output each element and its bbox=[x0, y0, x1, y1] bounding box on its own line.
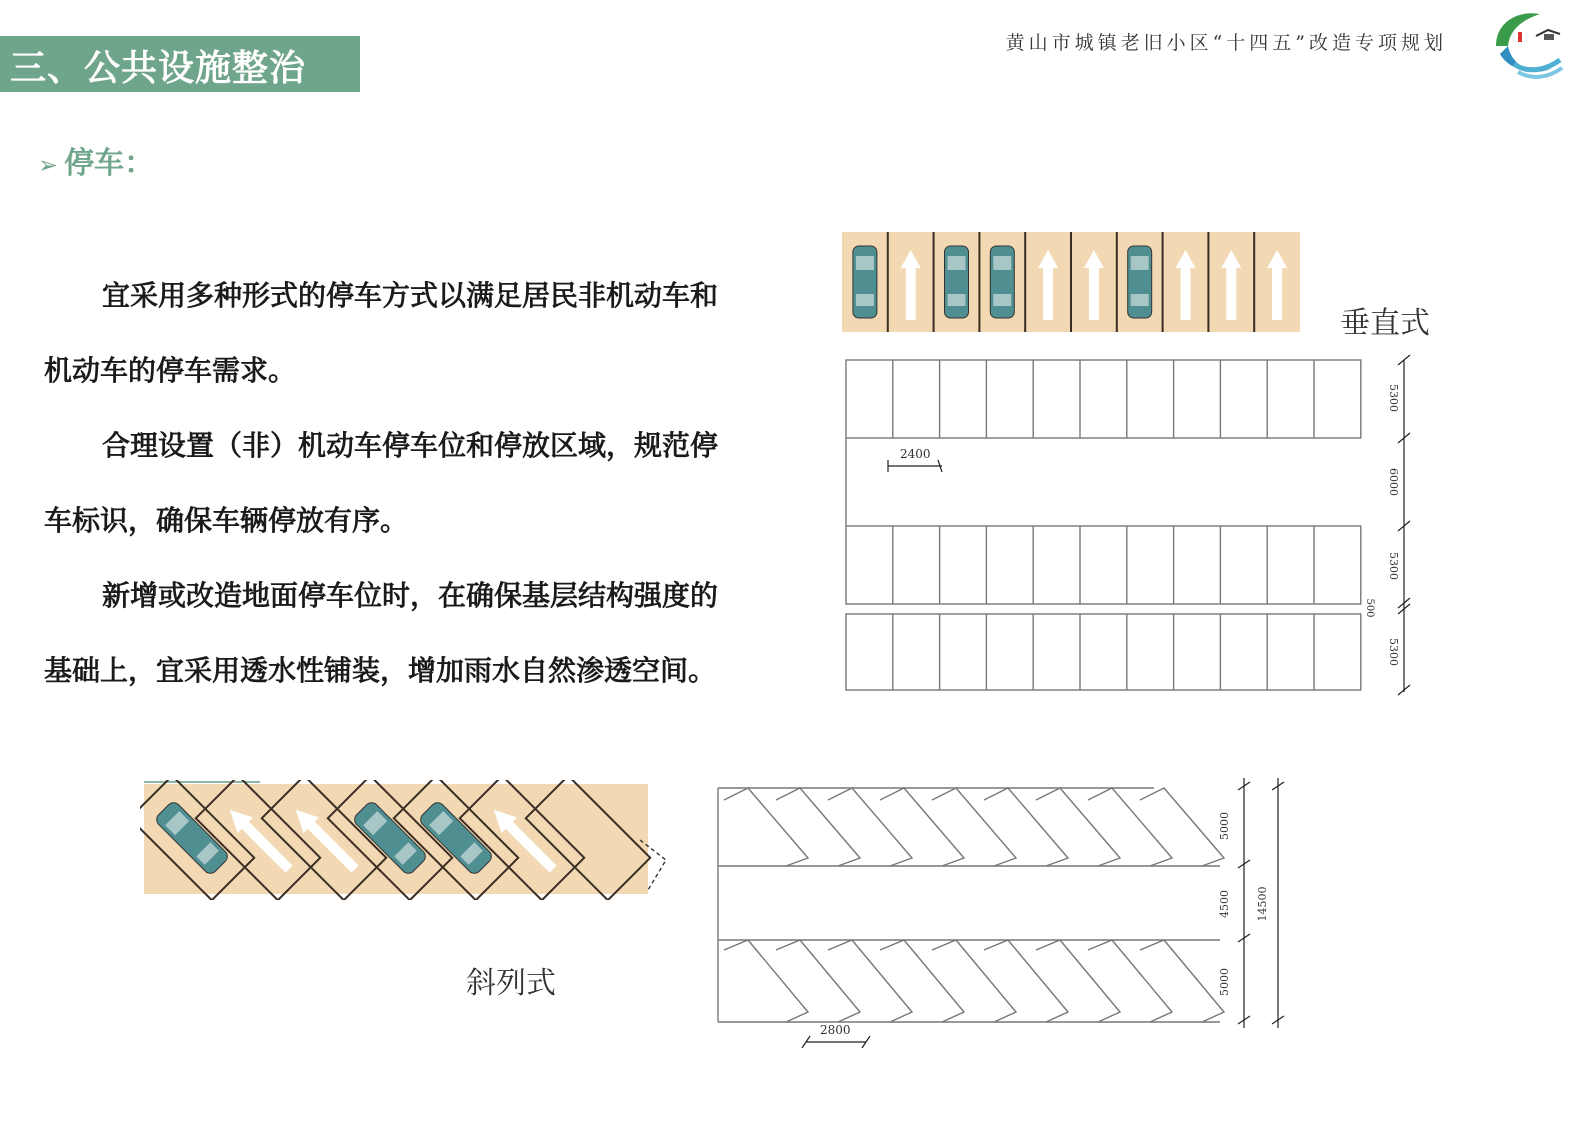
angled-parking-illustration bbox=[140, 780, 680, 900]
car-icon bbox=[853, 246, 877, 318]
dimension-row1: 5300 bbox=[1387, 384, 1400, 412]
dimension-gap: 500 bbox=[1364, 598, 1375, 618]
dimension-aisle: 4500 bbox=[1218, 890, 1231, 918]
document-title: 黄山市城镇老旧小区“十四五”改造专项规划 bbox=[1005, 32, 1447, 54]
arrow-bullet-icon: ➢ bbox=[38, 151, 59, 179]
angled-parking-plan bbox=[714, 772, 1294, 1062]
paragraph: 新增或改造地面停车位时，在确保基层结构强度的基础上，宜采用透水性铺装，增加雨水自然渗透空间。 bbox=[44, 579, 719, 687]
vertical-parking-label: 垂直式 bbox=[1340, 306, 1430, 341]
dimension-row2: 5000 bbox=[1218, 968, 1231, 996]
paragraph: 合理设置（非）机动车停车位和停放区域，规范停车标识，确保车辆停放有序。 bbox=[44, 429, 719, 537]
section-banner bbox=[0, 36, 360, 92]
vertical-parking-illustration bbox=[842, 232, 1300, 332]
angled-parking-label: 斜列式 bbox=[466, 966, 556, 1001]
subheading-text: 停车： bbox=[64, 146, 155, 181]
dimension-total: 14500 bbox=[1256, 886, 1269, 922]
dimension-row3: 5300 bbox=[1387, 638, 1400, 666]
dimension-row1: 5000 bbox=[1218, 812, 1231, 840]
vertical-parking-plan bbox=[842, 352, 1432, 702]
dimension-row2: 5300 bbox=[1387, 552, 1400, 580]
huangshan-logo-icon bbox=[1488, 6, 1568, 86]
car-icon bbox=[1128, 246, 1152, 318]
dimension-stall-width: 2800 bbox=[820, 1023, 851, 1037]
body-text bbox=[44, 258, 744, 708]
car-icon bbox=[990, 246, 1014, 318]
car-icon bbox=[945, 246, 969, 318]
dimension-aisle: 6000 bbox=[1387, 468, 1400, 496]
subheading bbox=[38, 138, 154, 182]
section-title: 三、公共设施整治 bbox=[10, 48, 307, 89]
paragraph: 宜采用多种形式的停车方式以满足居民非机动车和机动车的停车需求。 bbox=[44, 279, 719, 387]
dimension-stall-width: 2400 bbox=[900, 447, 931, 461]
